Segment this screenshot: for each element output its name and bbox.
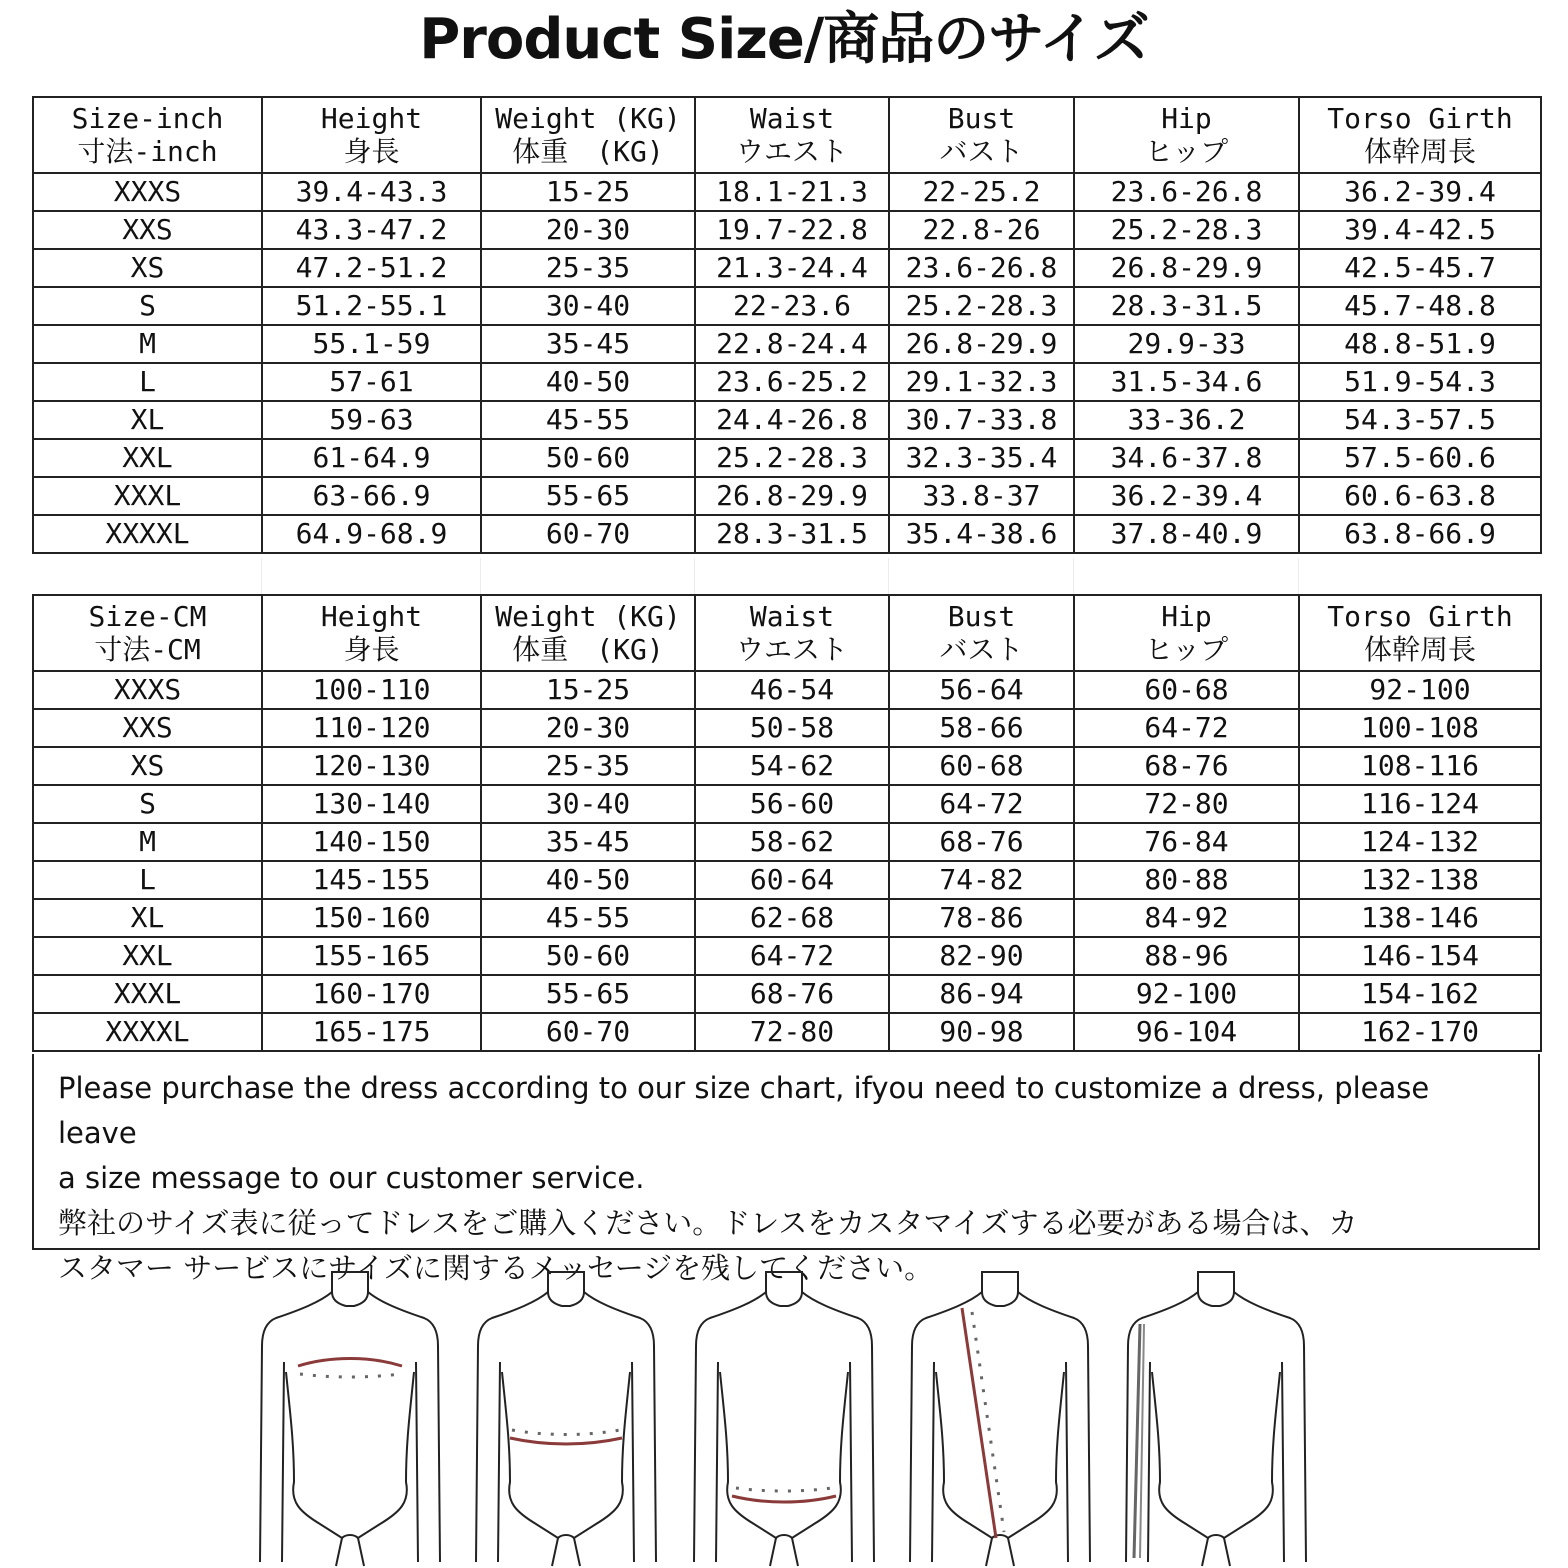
table-cell: 45-55: [481, 401, 695, 439]
header-label-ja: 寸法-inch: [77, 135, 218, 168]
table-cell: 51.9-54.3: [1299, 363, 1541, 401]
torso-girth-measure-figure: [900, 1262, 1100, 1568]
table-cell: 60-68: [1074, 671, 1299, 709]
column-header: [695, 97, 889, 173]
column-header: [1299, 97, 1541, 173]
column-header: [1074, 97, 1299, 173]
table-cell: 165-175: [262, 1013, 481, 1051]
table-cell: 82-90: [889, 937, 1074, 975]
sleeve-length-figure: [1116, 1262, 1316, 1568]
bust-measure-figure: [250, 1262, 450, 1568]
table-cell: 26.8-29.9: [1074, 249, 1299, 287]
column-header: [481, 97, 695, 173]
table-cell: 50-60: [481, 937, 695, 975]
page-title: Product Size/商品のサイズ: [419, 7, 1149, 72]
table-cell: 88-96: [1074, 937, 1299, 975]
table-cell: 22.8-26: [889, 211, 1074, 249]
table-row: [33, 439, 1541, 477]
table-cell: 34.6-37.8: [1074, 439, 1299, 477]
table-cell: 59-63: [262, 401, 481, 439]
table-cell: 23.6-25.2: [695, 363, 889, 401]
table-row: [33, 287, 1541, 325]
table-spacer: [32, 558, 1540, 594]
table-row: [33, 709, 1541, 747]
table-cell: 22-23.6: [695, 287, 889, 325]
table-cell: 48.8-51.9: [1299, 325, 1541, 363]
header-label-ja: 身長: [343, 135, 400, 168]
header-label-en: Waist: [749, 600, 835, 633]
table-cell: S: [33, 785, 262, 823]
table-cell: 45-55: [481, 899, 695, 937]
table-cell: 19.7-22.8: [695, 211, 889, 249]
table-cell: XXS: [33, 709, 262, 747]
table-cell: 78-86: [889, 899, 1074, 937]
table-row: [33, 899, 1541, 937]
table-cell: 56-64: [889, 671, 1074, 709]
table-cell: 58-62: [695, 823, 889, 861]
table-row: [33, 671, 1541, 709]
column-header: [889, 97, 1074, 173]
column-header: [1299, 595, 1541, 671]
table-cell: 108-116: [1299, 747, 1541, 785]
table-cell: 20-30: [481, 709, 695, 747]
table-cell: 33-36.2: [1074, 401, 1299, 439]
table-cell: 26.8-29.9: [695, 477, 889, 515]
table-cell: XXXS: [33, 671, 262, 709]
header-label-en: Size-CM: [88, 600, 207, 633]
table-cell: 64.9-68.9: [262, 515, 481, 553]
hip-measure-figure: [684, 1262, 884, 1568]
table-cell: 31.5-34.6: [1074, 363, 1299, 401]
table-cell: 39.4-42.5: [1299, 211, 1541, 249]
table-cell: 55-65: [481, 975, 695, 1013]
table-cell: 55-65: [481, 477, 695, 515]
table-row: [33, 1013, 1541, 1051]
table-cell: 76-84: [1074, 823, 1299, 861]
header-label-ja: 寸法-CM: [94, 633, 201, 666]
table-cell: 57-61: [262, 363, 481, 401]
table-cell: 155-165: [262, 937, 481, 975]
table-cell: 29.1-32.3: [889, 363, 1074, 401]
table-cell: 30-40: [481, 287, 695, 325]
column-header: [1074, 595, 1299, 671]
table-row: [33, 785, 1541, 823]
note-japanese-line-1: 弊社のサイズ表に従ってドレスをご購入ください。ドレスをカスタマイズする必要がある場合は、カ: [58, 1206, 1358, 1240]
table-cell: 132-138: [1299, 861, 1541, 899]
table-row: [33, 861, 1541, 899]
table-cell: 55.1-59: [262, 325, 481, 363]
table-cell: 33.8-37: [889, 477, 1074, 515]
table-cell: 68-76: [889, 823, 1074, 861]
column-header: [33, 595, 262, 671]
table-cell: 64-72: [695, 937, 889, 975]
table-cell: 24.4-26.8: [695, 401, 889, 439]
table-cell: 35-45: [481, 823, 695, 861]
header-label-ja: 体重 (KG): [512, 633, 664, 666]
header-label-en: Height: [320, 600, 423, 633]
table-cell: 25-35: [481, 249, 695, 287]
table-row: [33, 477, 1541, 515]
table-cell: 47.2-51.2: [262, 249, 481, 287]
column-header: [481, 595, 695, 671]
table-cell: 45.7-48.8: [1299, 287, 1541, 325]
table-cell: 150-160: [262, 899, 481, 937]
table-cell: 40-50: [481, 861, 695, 899]
table-cell: 50-60: [481, 439, 695, 477]
header-label-ja: 体重 (KG): [512, 135, 664, 168]
table-cell: 68-76: [695, 975, 889, 1013]
table-cell: 29.9-33: [1074, 325, 1299, 363]
table-cell: 36.2-39.4: [1299, 173, 1541, 211]
header-label-ja: ウエスト: [735, 135, 848, 168]
table-cell: 60-68: [889, 747, 1074, 785]
table-cell: 30-40: [481, 785, 695, 823]
table-cell: S: [33, 287, 262, 325]
header-label-ja: バスト: [939, 135, 1024, 168]
table-cell: 43.3-47.2: [262, 211, 481, 249]
table-cell: 160-170: [262, 975, 481, 1013]
table-row: [33, 363, 1541, 401]
table-cell: 86-94: [889, 975, 1074, 1013]
table-cell: 15-25: [481, 671, 695, 709]
table-cell: 28.3-31.5: [1074, 287, 1299, 325]
table-cell: 35.4-38.6: [889, 515, 1074, 553]
table-cell: 20-30: [481, 211, 695, 249]
table-cell: XXXXL: [33, 515, 262, 553]
table-cell: 90-98: [889, 1013, 1074, 1051]
table-cell: 60-64: [695, 861, 889, 899]
table-row: [33, 823, 1541, 861]
column-header: [33, 97, 262, 173]
size-table-inch: [32, 96, 1542, 554]
table-cell: 21.3-24.4: [695, 249, 889, 287]
table-cell: 57.5-60.6: [1299, 439, 1541, 477]
table-cell: XXXL: [33, 975, 262, 1013]
table-cell: 28.3-31.5: [695, 515, 889, 553]
header-label-ja: ヒップ: [1144, 135, 1229, 168]
table-cell: 145-155: [262, 861, 481, 899]
table-cell: 116-124: [1299, 785, 1541, 823]
purchase-note: [32, 1054, 1540, 1285]
table-cell: 46-54: [695, 671, 889, 709]
table-cell: 25-35: [481, 747, 695, 785]
table-cell: 25.2-28.3: [889, 287, 1074, 325]
table-row: [33, 515, 1541, 553]
table-cell: XS: [33, 249, 262, 287]
header-label-ja: バスト: [939, 633, 1024, 666]
table-cell: 61-64.9: [262, 439, 481, 477]
table-cell: M: [33, 823, 262, 861]
header-label-ja: ヒップ: [1144, 633, 1229, 666]
table-cell: 36.2-39.4: [1074, 477, 1299, 515]
table-cell: 22-25.2: [889, 173, 1074, 211]
table-cell: 96-104: [1074, 1013, 1299, 1051]
table-cell: 30.7-33.8: [889, 401, 1074, 439]
table-cell: 18.1-21.3: [695, 173, 889, 211]
table-cell: 162-170: [1299, 1013, 1541, 1051]
table-cell: 54-62: [695, 747, 889, 785]
table-cell: XS: [33, 747, 262, 785]
table-cell: 56-60: [695, 785, 889, 823]
table-cell: 64-72: [1074, 709, 1299, 747]
table-cell: 124-132: [1299, 823, 1541, 861]
table-cell: 130-140: [262, 785, 481, 823]
column-header: [889, 595, 1074, 671]
header-label-ja: 身長: [343, 633, 400, 666]
table-cell: 37.8-40.9: [1074, 515, 1299, 553]
header-label-en: Hip: [1161, 102, 1212, 135]
measurement-figures: [0, 1262, 1568, 1568]
table-cell: 60.6-63.8: [1299, 477, 1541, 515]
table-cell: XL: [33, 899, 262, 937]
table-cell: 54.3-57.5: [1299, 401, 1541, 439]
header-label-en: Waist: [749, 102, 835, 135]
table-cell: 60-70: [481, 515, 695, 553]
table-row: [33, 975, 1541, 1013]
header-label-en: Hip: [1161, 600, 1212, 633]
table-cell: 58-66: [889, 709, 1074, 747]
table-cell: 22.8-24.4: [695, 325, 889, 363]
table-header-row: [33, 595, 1541, 671]
table-cell: 25.2-28.3: [1074, 211, 1299, 249]
table-cell: 92-100: [1299, 671, 1541, 709]
table-row: [33, 173, 1541, 211]
table-row: [33, 211, 1541, 249]
table-row: [33, 325, 1541, 363]
table-cell: L: [33, 861, 262, 899]
table-cell: XXXXL: [33, 1013, 262, 1051]
table-cell: 32.3-35.4: [889, 439, 1074, 477]
table-cell: 154-162: [1299, 975, 1541, 1013]
table-cell: 74-82: [889, 861, 1074, 899]
column-header: [262, 595, 481, 671]
header-label-en: Size-inch: [71, 102, 224, 135]
table-row: [33, 747, 1541, 785]
header-label-en: Height: [320, 102, 423, 135]
table-cell: 72-80: [1074, 785, 1299, 823]
table-cell: 23.6-26.8: [1074, 173, 1299, 211]
table-cell: 50-58: [695, 709, 889, 747]
header-label-en: Weight (KG): [495, 600, 681, 633]
size-table-cm: [32, 594, 1542, 1052]
table-row: [33, 937, 1541, 975]
table-cell: 63.8-66.9: [1299, 515, 1541, 553]
table-cell: 62-68: [695, 899, 889, 937]
note-japanese-line-2: スタマー サービスにサイズに関するメッセージを残してください。: [58, 1251, 934, 1285]
header-label-en: Weight (KG): [495, 102, 681, 135]
header-label-en: Torso Girth: [1327, 600, 1513, 633]
table-cell: 120-130: [262, 747, 481, 785]
table-cell: 25.2-28.3: [695, 439, 889, 477]
table-cell: 15-25: [481, 173, 695, 211]
table-cell: 140-150: [262, 823, 481, 861]
table-cell: 100-108: [1299, 709, 1541, 747]
table-cell: 63-66.9: [262, 477, 481, 515]
table-row: [33, 249, 1541, 287]
table-row: [33, 401, 1541, 439]
table-cell: XXL: [33, 439, 262, 477]
column-header: [262, 97, 481, 173]
table-cell: 39.4-43.3: [262, 173, 481, 211]
waist-measure-figure: [466, 1262, 666, 1568]
table-cell: 64-72: [889, 785, 1074, 823]
table-cell: 138-146: [1299, 899, 1541, 937]
column-header: [695, 595, 889, 671]
table-cell: 84-92: [1074, 899, 1299, 937]
table-cell: XXS: [33, 211, 262, 249]
table-cell: 92-100: [1074, 975, 1299, 1013]
table-cell: 68-76: [1074, 747, 1299, 785]
table-header-row: [33, 97, 1541, 173]
header-label-en: Bust: [947, 600, 1016, 633]
table-cell: 100-110: [262, 671, 481, 709]
header-label-ja: 体幹周長: [1363, 135, 1476, 168]
note-english-line-2: a size message to our customer service.: [58, 1161, 645, 1195]
table-cell: 35-45: [481, 325, 695, 363]
header-label-ja: ウエスト: [735, 633, 848, 666]
table-cell: 146-154: [1299, 937, 1541, 975]
table-cell: XXXL: [33, 477, 262, 515]
header-label-en: Bust: [947, 102, 1016, 135]
table-cell: 110-120: [262, 709, 481, 747]
table-cell: 26.8-29.9: [889, 325, 1074, 363]
table-cell: 51.2-55.1: [262, 287, 481, 325]
table-cell: 80-88: [1074, 861, 1299, 899]
table-cell: 40-50: [481, 363, 695, 401]
table-cell: 72-80: [695, 1013, 889, 1051]
table-cell: 60-70: [481, 1013, 695, 1051]
table-cell: M: [33, 325, 262, 363]
header-label-ja: 体幹周長: [1363, 633, 1476, 666]
table-cell: 42.5-45.7: [1299, 249, 1541, 287]
table-cell: XXL: [33, 937, 262, 975]
note-english-line-1: Please purchase the dress according to our size chart, ifyou need to customize a dress, please leave: [58, 1071, 1430, 1150]
table-cell: XXXS: [33, 173, 262, 211]
table-cell: XL: [33, 401, 262, 439]
header-label-en: Torso Girth: [1327, 102, 1513, 135]
table-cell: 23.6-26.8: [889, 249, 1074, 287]
table-cell: L: [33, 363, 262, 401]
